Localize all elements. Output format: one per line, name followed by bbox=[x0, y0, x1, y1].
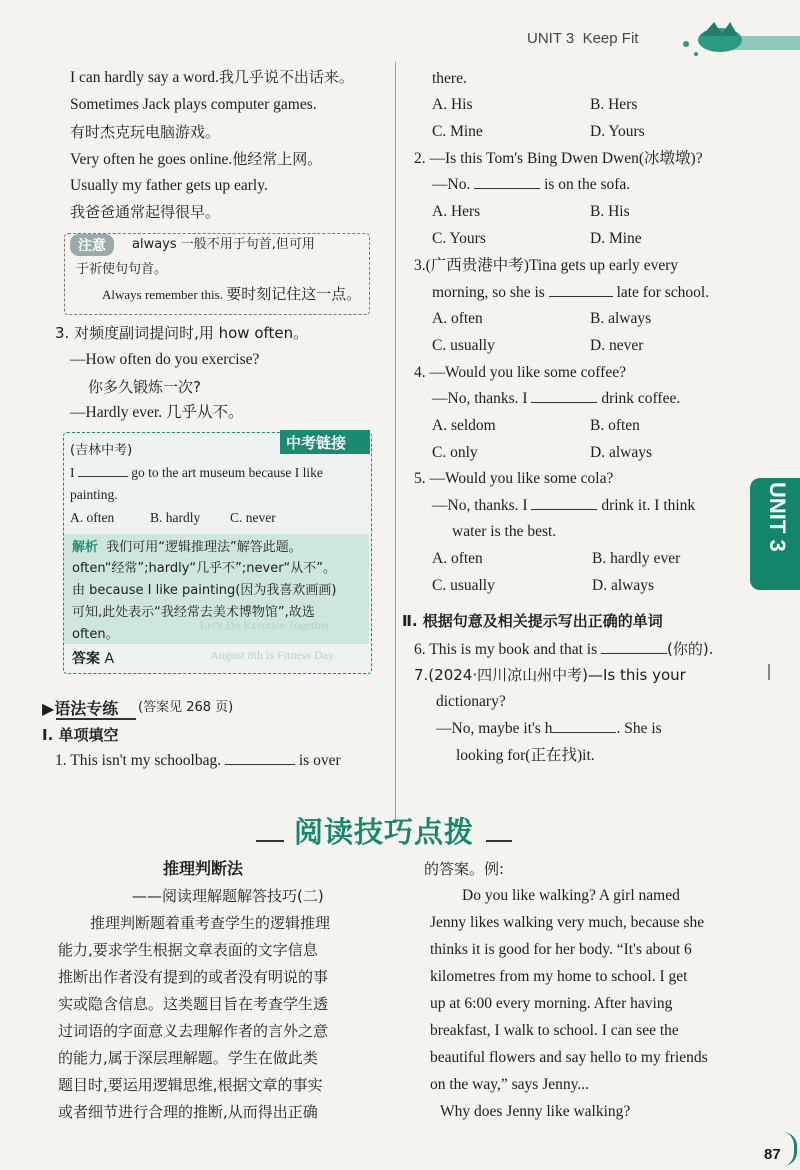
unit-label: UNIT 3 bbox=[527, 30, 575, 47]
exam-option-c: C. never bbox=[230, 510, 276, 525]
example-2-cn: 有时杰克玩电脑游戏。 bbox=[70, 123, 221, 141]
section1-title: Ⅰ. 单项填空 bbox=[42, 726, 119, 744]
header-decoration bbox=[672, 14, 800, 60]
exam-question: I go to the art museum because I like bbox=[70, 462, 323, 484]
side-tab-mark bbox=[768, 664, 770, 680]
q2-opt-b: B. His bbox=[590, 203, 630, 220]
q6: 6. This is my book and that is (你的). bbox=[414, 640, 714, 658]
ghost-text-2: August 8th is Fitness Day bbox=[210, 648, 335, 662]
point3-question: —How often do you exercise? bbox=[70, 351, 260, 368]
note-text-2: 于祈使句句首。 bbox=[76, 262, 168, 277]
exam-option-b: B. hardly bbox=[150, 510, 201, 525]
q3-line2: morning, so she is late for school. bbox=[432, 284, 710, 301]
reading-left-5: 过词语的字面意义去理解作者的言外之意 bbox=[58, 1022, 329, 1040]
reading-left-7: 题目时,要运用逻辑思维,根据文章的事实 bbox=[58, 1076, 323, 1094]
example-3: Very often he goes online.他经常上网。 bbox=[70, 150, 323, 168]
reading-left-2: 能力,要求学生根据文章表面的文字信息 bbox=[58, 941, 318, 959]
q1-cont: there. bbox=[432, 70, 467, 87]
q7-cont: dictionary? bbox=[436, 693, 506, 710]
banner-line-right bbox=[486, 840, 512, 842]
grammar-title: ▶语法专练 bbox=[42, 701, 119, 718]
reading-left-6: 的能力,属于深层理解题。学生在做此类 bbox=[58, 1049, 318, 1067]
grammar-note: (答案见 268 页) bbox=[138, 700, 234, 715]
q4-opt-a: A. seldom bbox=[432, 417, 496, 434]
q7-answer: —No, maybe it's h . She is bbox=[436, 720, 662, 737]
q3-opt-a: A. often bbox=[432, 310, 483, 327]
reading-subtitle: ——阅读理解题解答技巧(二) bbox=[132, 887, 324, 905]
point3-question-cn: 你多久锻炼一次? bbox=[88, 378, 201, 396]
exam-source: (吉林中考) bbox=[70, 443, 133, 458]
example-1: I can hardly say a word.我几乎说不出话来。 bbox=[70, 68, 354, 86]
reading-title: 推理判断法 bbox=[163, 859, 244, 878]
reading-right-6: breakfast, I walk to school. I can see the bbox=[430, 1022, 679, 1039]
point3-answer: —Hardly ever. 几乎从不。 bbox=[70, 404, 244, 421]
q3-stem: 3.(广西贵港中考)Tina gets up early every bbox=[414, 257, 679, 274]
reading-right-5: up at 6:00 every morning. After having bbox=[430, 995, 673, 1012]
page-number-bracket bbox=[780, 1132, 797, 1166]
q4-opt-d: D. always bbox=[590, 444, 652, 461]
answer-value: A bbox=[104, 651, 115, 667]
note-tag: 注意 bbox=[70, 234, 114, 256]
q7-answer-cont: looking for(正在找)it. bbox=[456, 747, 595, 764]
q1-opt-b: B. Hers bbox=[590, 96, 638, 113]
exam-question-cont: painting. bbox=[70, 487, 118, 502]
q2-opt-a: A. Hers bbox=[432, 203, 481, 220]
page-number: 87 bbox=[764, 1146, 781, 1163]
unit-topic: Keep Fit bbox=[582, 30, 639, 47]
q1-opt-c: C. Mine bbox=[432, 123, 483, 140]
q4-stem: 4. —Would you like some coffee? bbox=[414, 364, 626, 381]
banner-line-left bbox=[256, 840, 284, 842]
q7-stem: 7.(2024·四川凉山州中考)—Is this your bbox=[414, 666, 686, 684]
analysis-line-5: often。 bbox=[72, 627, 119, 642]
answer-label: 答案 bbox=[72, 651, 100, 667]
example-4-cn: 我爸爸通常起得很早。 bbox=[70, 203, 221, 221]
reading-right-3: thinks it is good for her body. “It's about 6 bbox=[430, 941, 692, 958]
q4-answer: —No, thanks. I drink coffee. bbox=[432, 390, 681, 407]
reading-right-8: on the way,” says Jenny... bbox=[430, 1076, 589, 1093]
header-unit bbox=[527, 30, 638, 47]
q1-opt-a: A. His bbox=[432, 96, 473, 113]
q2-opt-d: D. Mine bbox=[590, 230, 642, 247]
point3-title: 3. 对频度副词提问时,用 how often。 bbox=[55, 324, 309, 342]
exam-option-a: A. often bbox=[70, 510, 115, 525]
q4-opt-b: B. often bbox=[590, 417, 640, 434]
analysis-line-4: 可知,此处表示“我经常去美术博物馆”,故选 bbox=[72, 605, 315, 620]
analysis-label: 解析 bbox=[72, 540, 99, 555]
q1-opt-d: D. Yours bbox=[590, 123, 645, 140]
example-2-en: Sometimes Jack plays computer games. bbox=[70, 96, 317, 113]
analysis-line-1: 解析 我们可用“逻辑推理法”解答此题。 bbox=[72, 540, 302, 555]
q5-answer: —No, thanks. I drink it. I think bbox=[432, 497, 696, 514]
analysis-line-2: often“经常”;hardly“几乎不”;never“从不”。 bbox=[72, 561, 337, 576]
reading-right-7: beautiful flowers and say hello to my friends bbox=[430, 1049, 708, 1066]
section2-title: Ⅱ. 根据句意及相关提示写出正确的单词 bbox=[402, 612, 663, 630]
q5-opt-c: C. usually bbox=[432, 577, 495, 594]
unit-side-tab-label: UNIT 3 bbox=[765, 482, 790, 552]
example-4-en: Usually my father gets up early. bbox=[70, 177, 268, 194]
q5-opt-b: B. hardly ever bbox=[592, 550, 681, 567]
q2-stem: 2. —Is this Tom's Bing Dwen Dwen(冰墩墩)? bbox=[414, 150, 703, 167]
q2-opt-c: C. Yours bbox=[432, 230, 486, 247]
reading-right-9: Why does Jenny like walking? bbox=[440, 1103, 631, 1120]
reading-banner: 阅读技巧点拨 bbox=[294, 817, 475, 849]
note-example: Always remember this. 要时刻记住这一点。 bbox=[102, 285, 362, 303]
header-divider bbox=[395, 62, 396, 822]
q5-stem: 5. —Would you like some cola? bbox=[414, 470, 614, 487]
q3-opt-d: D. never bbox=[590, 337, 644, 354]
reading-left-1: 推理判断题着重考查学生的逻辑推理 bbox=[90, 914, 331, 932]
q5-opt-d: D. always bbox=[592, 577, 654, 594]
reading-right-intro: 的答案。例: bbox=[424, 860, 505, 878]
q5-answer-cont: water is the best. bbox=[452, 523, 557, 540]
reading-right-1: Do you like walking? A girl named bbox=[462, 887, 680, 904]
reading-right-2: Jenny likes walking very much, because she bbox=[430, 914, 705, 931]
reading-right-4: kilometres from my home to school. I get bbox=[430, 968, 688, 985]
analysis-line-3: 由 because I like painting(因为我喜欢画画) bbox=[72, 583, 337, 598]
q5-opt-a: A. often bbox=[432, 550, 483, 567]
left-q1: 1. This isn't my schoolbag. is over bbox=[55, 752, 341, 769]
ghost-text-1: Let's Do Exercise Together bbox=[200, 618, 331, 632]
q3-opt-b: B. always bbox=[590, 310, 652, 327]
reading-left-4: 实或隐含信息。这类题目旨在考查学生透 bbox=[58, 995, 329, 1013]
q3-opt-c: C. usually bbox=[432, 337, 495, 354]
reading-left-8: 或者细节进行合理的推断,从而得出正确 bbox=[58, 1103, 318, 1121]
q2-answer: —No. is on the sofa. bbox=[432, 176, 631, 193]
answer-line bbox=[72, 648, 114, 670]
grammar-underline bbox=[56, 718, 136, 720]
note-text-1: always 一般不用于句首,但可用 bbox=[132, 237, 315, 252]
q4-opt-c: C. only bbox=[432, 444, 478, 461]
reading-left-3: 推断出作者没有提到的或者没有明说的事 bbox=[58, 968, 329, 986]
exam-tag: 中考链接 bbox=[286, 435, 347, 452]
